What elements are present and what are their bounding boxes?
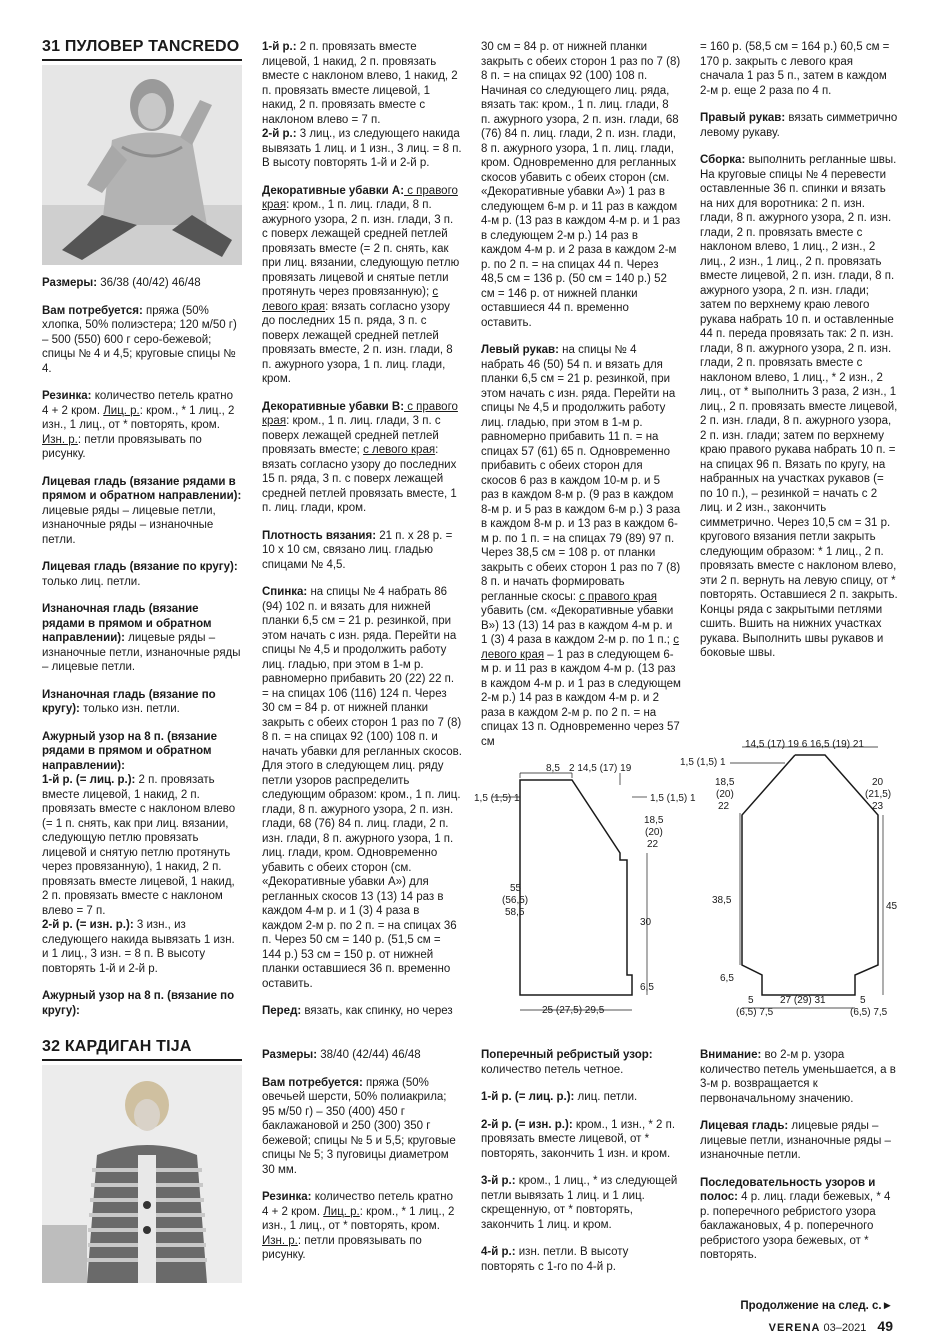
dec-b-right: с правого края xyxy=(262,400,458,427)
stst-round-label: Лицевая гладь (вязание по кругу): xyxy=(42,561,238,573)
lace-r2-label: 2-й р. (= изн. р.): xyxy=(42,919,134,931)
stst-rows-value: лицевые ряды – лицевые петли, изнаночные ряды – изнаночные петли. xyxy=(42,504,216,546)
cardigan-photo xyxy=(42,1065,242,1283)
attention-value: во 2-м р. узора количество петель уменьшается, а в 3-м р. возвращается к первоначальному значению. xyxy=(700,1049,896,1105)
body-side: 30 xyxy=(640,917,652,928)
column-4 xyxy=(700,40,898,674)
left-sleeve-right: с правого края xyxy=(579,590,658,603)
rev-round-value: только изн. петли. xyxy=(79,703,180,715)
sequence-label: Последовательность узоров и полос: xyxy=(700,1176,876,1203)
body-top-a: 8,5 xyxy=(546,763,560,774)
body-rib: 6,5 xyxy=(640,982,654,993)
body-height-3: 58,5 xyxy=(505,907,525,918)
cross-r2-value: кром., 1 изн., * 2 п. провязать вместе лицевой, от * повторять, закончить 1 изн. и кром. xyxy=(481,1118,676,1160)
cross-r3-label: 3-й р.: xyxy=(481,1175,516,1187)
section-32-title: 32 КАРДИГАН TIJA xyxy=(42,1038,242,1061)
cross-label: Поперечный ребристый узор: xyxy=(481,1049,653,1061)
sleeve-bottom-left-1: 5 xyxy=(748,995,754,1006)
s32-rib-text-c: : петли провязывать по рисунку. xyxy=(262,1234,422,1261)
front-continued: 30 см = 84 р. от нижней планки закрыть с обеих сторон 1 раз по 7 (8) 8 п. = на спицах 92 (100) 108 п. Начиная со следующего лиц. ряда, вязать так: кром., 1 п. лиц. глади, 8 п. ажурного узора, 2 п. изн. глади, 68 (76) 84 п. лиц. глади, 2 п. изн. глади, 8 п. ажурного узора, 1 п. лиц. глади, кром. Одновременно для регланных скосов убавить с обеих сторон (см. «Декоративные убавки А») 1 раз в следующем 6-м р. и 11 раз в каждом 4-м р. (13 раз в каждом 4-м р. и 1 раз в следующем 2-м р.) 14 раз в каждом 4-м р. и 2 раза в каждом 2-м р. по 2 п. = на спицах 44 п. Через 48,5 см = 136 р. (50 см = 140 р.) 52 см = 146 р. от нижней планки оставшиеся 44 п. временно оставить. xyxy=(481,41,681,329)
dec-a-right: с правого края xyxy=(262,184,458,211)
sleeve-corner: 1,5 (1,5) 1 xyxy=(680,757,726,768)
body-height-2: (56,5) xyxy=(502,895,529,906)
dec-a-text-a: : кром., 1 п. лиц. глади, 8 п. ажурного узора, 2 п. изн. глади, 3 п. с поверх лежащей средней петлей провязать вместе (= 2 п. снять, как при лиц. вязании, следующую петлю провязать лицевой и снятые петли протянуть через провязанную); xyxy=(262,199,460,298)
column-1 xyxy=(42,276,242,1031)
dec-a-left: с левого края xyxy=(262,286,439,313)
body-armhole-3: 22 xyxy=(647,839,659,850)
sleeve-rib: 6,5 xyxy=(720,973,734,984)
left-sleeve-left: с левого края xyxy=(481,634,679,661)
cross-r4-label: 4-й р.: xyxy=(481,1246,516,1258)
s32-rib-lic: Лиц. р. xyxy=(323,1205,360,1218)
s32-stst-label: Лицевая гладь: xyxy=(700,1120,789,1132)
rib-izn-label: Изн. р. xyxy=(42,433,78,446)
right-sleeve-value: вязать симметрично левому рукаву. xyxy=(700,112,898,139)
dec-b-label: Декоративные убавки В: xyxy=(262,400,405,413)
cross-r1-value: лиц. петли. xyxy=(574,1091,638,1103)
body-right-top: 1,5 (1,5) 1 xyxy=(650,793,696,804)
dec-b-left: с левого края xyxy=(363,444,436,456)
col2-r2-label: 2-й р.: xyxy=(262,128,297,140)
s32-rib-label: Резинка: xyxy=(262,1191,312,1203)
col2-r1-label: 1-й р.: xyxy=(262,41,297,53)
rib-label: Резинка: xyxy=(42,390,92,402)
pullover-photo-illustration xyxy=(42,65,242,265)
s32-rib-izn: Изн. р. xyxy=(262,1234,298,1247)
cardigan-photo-illustration xyxy=(42,1065,242,1283)
back-label: Спинка: xyxy=(262,586,308,598)
column-2 xyxy=(262,40,462,1032)
dec-b-text-b: : вязать согласно узору до последних 15 п. ряда, 3 п. с поверх лежащей средней петлей провязать вместе, 1 п. лиц. глади, кром. xyxy=(262,444,457,514)
body-height-1: 55 xyxy=(510,883,522,894)
section-32-column-4 xyxy=(700,1048,898,1276)
body-armhole-1: 18,5 xyxy=(644,815,664,826)
body-armhole-2: (20) xyxy=(645,827,663,838)
left-sleeve-text-b: убавить (см. «Декоративные убавки В») 13 (13) 14 раз в каждом 4-м р. и 1 (3) 4 раза в каждом 2-м р. по 1 п.; xyxy=(481,605,674,646)
body-top-b: 2 14,5 (17) 19 xyxy=(569,763,632,774)
needs-value: пряжа (50% хлопка, 50% полиэстера; 120 м/50 г) – 500 (550) 600 г серо-бежевой; спицы № 4 и 4,5; круговые спицы № 4. xyxy=(42,304,237,375)
right-sleeve-label: Правый рукав: xyxy=(700,112,786,124)
stst-rows-label: Лицевая гладь (вязание рядами в прямом и обратном направлении): xyxy=(42,475,242,502)
sleeve-raglan-1: 18,5 xyxy=(715,777,735,788)
sleeve-bottom-right-1: 5 xyxy=(860,995,866,1006)
gauge-label: Плотность вязания: xyxy=(262,529,377,542)
sleeve-bottom-left-2: (6,5) 7,5 xyxy=(736,1007,774,1018)
magazine-brand: VERENA xyxy=(768,1322,821,1334)
lace-round-label: Ажурный узор на 8 п. (вязание по кругу): xyxy=(42,990,235,1017)
sleeve-bottom-right-2: (6,5) 7,5 xyxy=(850,1007,888,1018)
rib-text-c: : петли провязывать по рисунку. xyxy=(42,433,202,460)
assembly-label: Сборка: xyxy=(700,154,746,166)
attention-label: Внимание: xyxy=(700,1049,762,1061)
left-sleeve-text-a: на спицы № 4 набрать 46 (50) 54 п. и вязать для планки 6,5 см = 21 р. резинкой, при этом начать с изн. ряда. Перейти на спицы № 4,5 и продолжить работу лиц. гладью, при этом в 1-м р. равномерно прибавить 11 п. = на спицах 57 (61) 65 п. Одновременно прибавить с обеих сторон для скосов 6 раз в каждом 10-м р. и 5 раз в каждом 8-м р. (9 раз в каждом 8-м р. и 5 раз в каждом 6-м р.) 3 раза в каждом 8-м р. и 13 раз в каждом 6-м р. по 1 п. = на спицах 79 (89) 97 п. Через 38,5 см = 108 р. от планки закрыть с обеих сторон 1 раз по 7 (8) 8 п. и начать формировать регланные скосы: xyxy=(481,344,681,603)
sizes-label: Размеры: xyxy=(42,277,98,289)
col2-r2-value: 3 лиц., из следующего накида вывязать 1 лиц. и 1 изн., 3 лиц. = 8 п. В высоту повторять 1-й и 2-й р. xyxy=(262,128,462,169)
col2-r1-value: 2 п. провязать вместе лицевой, 1 накид, 2 п. провязать вместе с наклоном влево, 1 накид, 2 п. провязать вместе лицевой, 1 накид, 2 п. провязать вместе с наклоном влево = 7 п. xyxy=(262,41,458,126)
rib-text-a: количество петель кратно 4 + 2 кром. xyxy=(42,390,233,417)
sleeve-right-height: 45 xyxy=(886,901,898,912)
rev-rows-label: Изнаночная гладь (вязание рядами в прямом и обратном направлении): xyxy=(42,603,212,644)
lace-rows-label: Ажурный узор на 8 п. (вязание рядами в прямом и обратном направлении): xyxy=(42,730,217,772)
lace-r1-label: 1-й р. (= лиц. р.): xyxy=(42,774,136,786)
cross-r1-label: 1-й р. (= лиц. р.): xyxy=(481,1091,575,1103)
cross-r4-value: изн. петли. В высоту повторять с 1-го по 4-й р. xyxy=(481,1246,629,1273)
sleeve-raglan-2: (20) xyxy=(716,789,734,800)
assembly-value: выполнить регланные швы. На круговые спицы № 4 перевести оставленные 36 п. спинки и вязать на них для воротника: 2 п. изн. глади, 8 п. ажурного узора, 2 п. изн. глади, 2 п. провязать вместе с наклоном влево, 1 лиц., 2 изн., 2 лиц., 2 изн., 1 лиц., 2 п. провязать вместе лицевой, 2 п. изн. глади, 8 п. ажурного узора, 2 п. изн. глади; затем по верхнему краю левого рукава набрать 10 п. и оставленные 44 п. переда провязать так: 2 п. изн. глади, 8 п. ажурного узора, 2 п. изн. глади, 2 п. провязать вместе с наклоном влево, 1 лиц., * 2 изн., 2 лиц., от * выполнить 3 раза, 2 изн., 1 лиц., 2 п. провязать вместе лицевой, 2 п. изн. глади, 8 п. ажурного узора, 2 п. изн. глади; затем по верхнему краю правого рукава набрать 10 п. = на спицах 96 п. Вязать по кругу, на набранных на участках рукавов (= по 10 п.), – резинкой = начать с 2 лиц. и 2 изн., закончить симметрично. Через 10,5 см = 31 р. кругового вязания петли закрыть следующим образом: * 1 лиц., 2 п. провязать вместе с наклоном влево, эти 2 п. вернуть на левую спицу, от * повторять. Оставшиеся 2 п. закрыть. Концы ряда с закрытыми петлями сшить. Вшить на нижних участках рукава. Выполнить швы рукавов и боковые швы. xyxy=(700,154,898,659)
section-32-column-3 xyxy=(481,1048,681,1287)
left-sleeve-label: Левый рукав: xyxy=(481,344,559,356)
cross-r2-label: 2-й р. (= изн. р.): xyxy=(481,1118,573,1131)
s32-needs-label: Вам потребуется: xyxy=(262,1076,363,1089)
s32-needs-value: пряжа (50% овечьей шерсти, 50% полиакрила; 95 м/50 г) – 350 (400) 450 г баклажановой и 250 (300) 350 г бежевой; спицы № 5 и 5,5; круговые спицы № 5; 3 пуговицы диаметром 30 мм. xyxy=(262,1076,456,1176)
dec-b-text-a: : кром., 1 п. лиц. глади, 3 п. с поверх лежащей средней петлей провязать вместе; xyxy=(262,415,441,456)
rev-round-label: Изнаночная гладь (вязание по кругу): xyxy=(42,688,216,715)
gauge-value: 21 п. х 28 р. = 10 х 10 см, связано лиц. гладью спицами № 4,5. xyxy=(262,529,453,571)
sleeve-bottom-mid: 27 (29) 31 xyxy=(780,995,826,1006)
lace-r2-value: 3 изн., из следующего накида вывязать 1 изн. и 1 лиц., 3 изн. = 8 п. В высоту повторять 1-й и 2-й р. xyxy=(42,919,235,975)
cross-r3-value: кром., 1 лиц., * из следующей петли вывязать 1 лиц. и 1 лиц. скрещенную, от * повторять, закончить 1 лиц. и кром. xyxy=(481,1175,678,1231)
sleeve-width-1: 20 xyxy=(872,777,884,788)
lace-r1-value: 2 п. провязать вместе лицевой, 1 накид, 2 п. провязать вместе с наклоном влево (= 1 п. снять, как при лиц. вязании, следующую петлю провязать лицевой и снятую петлю протянуть через провязанную), 1 накид, 2 п. провязать вместе лицевой, 1 накид, 2 п. провязать вместе с наклоном влево = 7 п. xyxy=(42,774,236,917)
section-31-title: 31 ПУЛОВЕР TANCREDO xyxy=(42,38,242,61)
body-schematic xyxy=(472,745,700,1025)
continued-next-page-link[interactable]: Продолжение на след. с.► xyxy=(740,1300,893,1312)
page-footer xyxy=(769,1318,893,1334)
needs-label: Вам потребуется: xyxy=(42,304,143,317)
front-label: Перед: xyxy=(262,1005,302,1017)
s32-rib-text-b: : кром., * 1 лиц., 2 изн., 1 лиц., от * повторять, кром. xyxy=(262,1205,455,1232)
sleeve-left-height: 38,5 xyxy=(712,895,732,906)
section-32-column-2 xyxy=(262,1048,462,1276)
sleeve-top: 14,5 (17) 19 6 16,5 (19) 21 xyxy=(745,739,864,750)
sleeve-schematic xyxy=(680,733,898,1025)
back-value: на спицы № 4 набрать 86 (94) 102 п. и вязать для нижней планки 6,5 см = 21 р. резинкой, при этом начать с изн. ряда. Перейти на спицы № 4,5 и продолжить работу лиц. гладью, при этом в 1-м р. равномерно прибавить 20 (22) 22 п. = на спицах 106 (116) 124 п. Через 30 см = 84 р. от нижней планки закрыть с обеих сторон 1 раз по 7 (8) 8 п. = на спицах 92 (100) 108 п. и начать убавки для регланных скосов. Для этого в следующем лиц. ряду петли узоров распределить следующим образом: кром., 1 п. лиц. глади, 8 п. ажурного узора, 2 п. изн. глади, 68 (76) 84 п. лиц. глади, 2 п. изн. глади, 8 п. ажурного узора, 1 п. лиц. глади, кром. Одновременно убавить с обеих сторон (см. «Декоративные убавки А») для регланных скосов 13 (13) 14 раз в каждом 4-м р. и 1 (3) 4 раза в каждом 2-м р. по 2 п. = на спицах 36 п. Через 50 см = 140 р. (51,5 см = 144 р.) 53 см = 150 р. от нижней планки оставшиеся 36 п. временно оставить. xyxy=(262,586,462,990)
magazine-issue: 03–2021 xyxy=(823,1322,867,1334)
s32-sizes-value: 38/40 (42/44) 46/48 xyxy=(317,1049,421,1061)
col4-continued: = 160 р. (58,5 см = 164 р.) 60,5 см = 170 р. закрыть с левого края сначала 1 раз 5 п., затем в каждом 2-м р. еще 2 раза по 4 п. xyxy=(700,41,890,97)
sleeve-width-3: 23 xyxy=(872,801,884,812)
sequence-value: 4 р. лиц. глади бежевых, * 4 р. поперечного ребристого узора баклажановых, 4 р. поперечного ребристого узора бежевых, от * повторять. xyxy=(700,1191,891,1261)
column-3 xyxy=(481,40,681,762)
body-bottom: 25 (27,5) 29,5 xyxy=(542,1005,605,1016)
sleeve-width-2: (21,5) xyxy=(865,789,892,800)
cross-value: количество петель четное. xyxy=(481,1063,624,1076)
s32-sizes-label: Размеры: xyxy=(262,1049,318,1061)
front-value: вязать, как спинку, но через xyxy=(301,1005,453,1017)
page-number: 49 xyxy=(877,1318,893,1334)
sleeve-raglan-3: 22 xyxy=(718,801,730,812)
pullover-photo xyxy=(42,65,242,265)
stst-round-value: только лиц. петли. xyxy=(42,575,141,588)
sizes-value: 36/38 (40/42) 46/48 xyxy=(97,277,201,289)
s32-stst-value: лицевые ряды – лицевые петли, изнаночные ряды – изнаночные петли. xyxy=(700,1120,891,1161)
rib-lic-label: Лиц. р. xyxy=(103,404,140,417)
rev-rows-value: лицевые ряды – изнаночные петли, изнаночные ряды – лицевые петли. xyxy=(42,632,241,673)
dec-a-text-b: : вязать согласно узору до последних 15 п. ряда, 3 п. с поверх лежащей средней петлей провязать вместе, 2 п. изн. глади, 8 п. ажурного узора, 1 п. лиц. глади, кром. xyxy=(262,300,453,385)
body-left-top: 1,5 (1,5) 1 xyxy=(474,793,520,804)
s32-rib-text-a: количество петель кратно 4 + 2 кром. xyxy=(262,1191,453,1218)
rib-text-b: : кром., * 1 лиц., 2 изн., 1 лиц., от * повторять, кром. xyxy=(42,404,235,431)
left-sleeve-text-c: – 1 раз в следующем 6-м р. и 11 раз в каждом 4-м р. (13 раз в каждом 4-м р. и 1 раз в следующем 2-м р.) 14 раз в каждом 4-м р. и 2 раза в каждом 2-м р. по 2 п. = на спицах 13 п. Одновременно через 57 см xyxy=(481,648,681,748)
dec-a-label: Декоративные убавки А: xyxy=(262,184,405,197)
